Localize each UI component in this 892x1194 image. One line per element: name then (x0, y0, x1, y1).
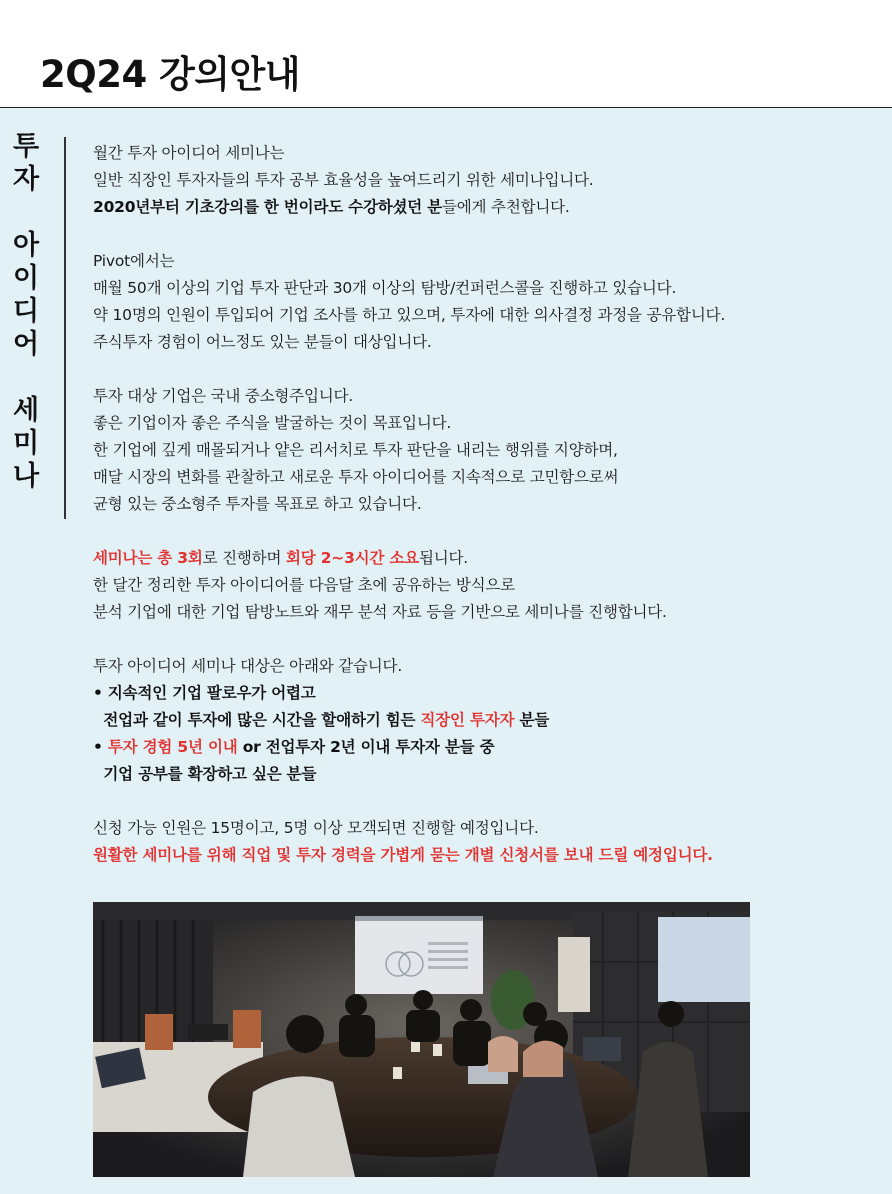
side-char: 이 (12, 263, 40, 294)
page-header (0, 0, 892, 108)
paragraph-intro (93, 140, 873, 221)
side-gap (6, 361, 46, 394)
paragraph-target-companies (93, 383, 873, 518)
text-line: 투자 아이디어 세미나 대상은 아래와 같습니다. (93, 657, 403, 675)
red-text: 직장인 투자자 (420, 711, 515, 729)
bullet-line (93, 707, 873, 734)
side-char: 미 (12, 428, 40, 459)
seminar-photo (93, 902, 750, 1177)
text-line: 한 달간 정리한 투자 아이디어를 다음달 초에 공유하는 방식으로 (93, 576, 515, 594)
side-char: 자 (12, 164, 40, 195)
side-char: 어 (12, 329, 40, 360)
bullet-line (93, 734, 873, 761)
bold-text: 2020년부터 기초강의를 한 번이라도 수강하셨던 분 (93, 198, 443, 216)
red-text: 회당 2~3시간 소요 (285, 549, 419, 567)
page-title: 2Q24 강의안내 (40, 53, 301, 96)
paragraph-schedule (93, 545, 873, 626)
paragraph-application (93, 815, 873, 869)
text-line: 매달 시장의 변화를 관찰하고 새로운 투자 아이디어를 지속적으로 고민함으로써 (93, 468, 619, 486)
bold-text: 전업과 같이 투자에 많은 시간을 할애하기 힘든 (93, 711, 421, 729)
side-char: 나 (12, 461, 40, 492)
red-text: 투자 경험 5년 이내 (107, 738, 238, 756)
text-line (93, 194, 873, 221)
text-line: 월간 투자 아이디어 세미나는 (93, 144, 285, 162)
text-line: 분석 기업에 대한 기업 탐방노트와 재무 분석 자료 등을 기반으로 세미나를 진행합니다. (93, 603, 667, 621)
red-text: 세미나는 총 3회 (93, 549, 203, 567)
bold-text: 분들 (514, 711, 550, 729)
text-line: 투자 대상 기업은 국내 중소형주입니다. (93, 387, 354, 405)
text: 로 진행하며 (202, 549, 286, 567)
seminar-photo-illustration (93, 902, 750, 1177)
text-line: 일반 직장인 투자자들의 투자 공부 효율성을 높여드리기 위한 세미나입니다. (93, 171, 594, 189)
side-char: 세 (12, 395, 40, 426)
main-content (93, 140, 873, 869)
red-text-line: 원활한 세미나를 위해 직업 및 투자 경력을 가볍게 묻는 개별 신청서를 보내 드릴 예정입니다. (93, 846, 713, 864)
text-line: 매월 50개 이상의 기업 투자 판단과 30개 이상의 탐방/컨퍼런스콜을 진행하고 있습니다. (93, 279, 677, 297)
bullet: • (93, 738, 108, 756)
divider-line (64, 137, 66, 519)
side-char: 디 (12, 296, 40, 327)
text-line: 한 기업에 깊게 매몰되거나 얕은 리서치로 투자 판단을 내리는 행위를 지양하며, (93, 441, 618, 459)
paragraph-audience (93, 653, 873, 788)
text-line: 주식투자 경험이 어느정도 있는 분들이 대상입니다. (93, 333, 432, 351)
text-line: 신청 가능 인원은 15명이고, 5명 이상 모객되면 진행할 예정입니다. (93, 819, 539, 837)
text-line: 균형 있는 중소형주 투자를 목표로 하고 있습니다. (93, 495, 422, 513)
paragraph-pivot (93, 248, 873, 356)
side-char: 투 (12, 131, 40, 162)
text-line (93, 545, 873, 572)
text-line: Pivot에서는 (93, 252, 175, 270)
side-vertical-title (6, 130, 46, 493)
text: 들에게 추천합니다. (442, 198, 570, 216)
side-char: 아 (12, 230, 40, 261)
bold-text: or 전업투자 2년 이내 투자자 분들 중 (237, 738, 495, 756)
side-gap (6, 196, 46, 229)
bullet-line: 기업 공부를 확장하고 싶은 분들 (93, 765, 317, 783)
text-line: 좋은 기업이자 좋은 주식을 발굴하는 것이 목표입니다. (93, 414, 452, 432)
text-line: 약 10명의 인원이 투입되어 기업 조사를 하고 있으며, 투자에 대한 의사결정 과정을 공유합니다. (93, 306, 726, 324)
text: 됩니다. (418, 549, 468, 567)
bullet-line: • 지속적인 기업 팔로우가 어렵고 (93, 684, 316, 702)
